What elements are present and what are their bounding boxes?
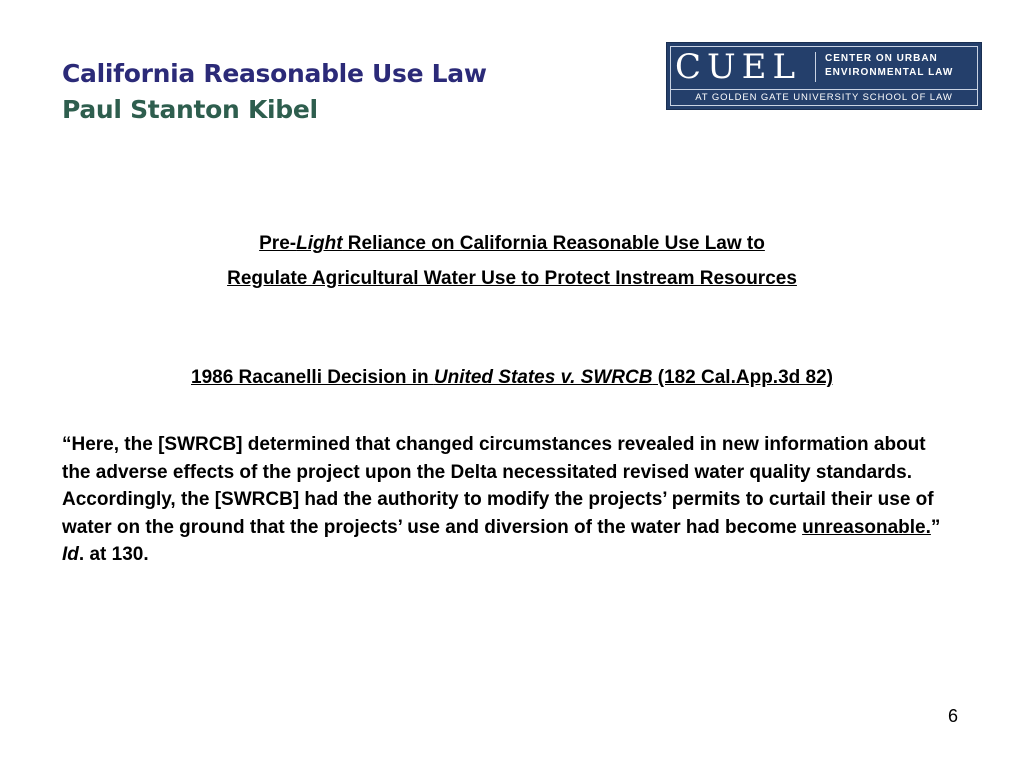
- logo-divider: [815, 52, 816, 82]
- case-citation: (182 Cal.App.3d 82): [652, 367, 833, 388]
- case-prefix: 1986 Racanelli Decision in: [191, 367, 434, 388]
- logo-org-name: [825, 52, 953, 80]
- section-heading-line2: Regulate Agricultural Water Use to Protect Instream Resources: [227, 268, 797, 289]
- quote-close: ”: [930, 516, 941, 538]
- cuel-logo: [666, 42, 982, 110]
- heading-rest: Reliance on California Reasonable Use Law to: [342, 233, 765, 254]
- logo-mark: CUEL: [675, 47, 802, 87]
- section-heading-line1: [0, 233, 1024, 255]
- quote-text: “Here, the [SWRCB] determined that changed circumstances revealed in new information about the adverse effects of the project upon the Delta necessitated revised water quality standards. Accordingly, the [SWRCB] had the authority to modify the projects’ permits to curtail their use of water on the ground that the projects’ use and diversion of the water had become: [62, 434, 934, 538]
- logo-org-line2: ENVIRONMENTAL LAW: [825, 67, 954, 78]
- id-reference: Id: [62, 544, 79, 565]
- case-quote: [62, 431, 942, 569]
- slide-title: California Reasonable Use Law: [62, 59, 487, 88]
- logo-org-line1: CENTER ON URBAN: [825, 53, 938, 64]
- case-heading: [0, 367, 1024, 389]
- pincite: . at 130.: [78, 544, 149, 565]
- quote-underlined-word: unreasonable.: [802, 516, 931, 538]
- heading-italic: Light: [296, 233, 343, 254]
- heading-prefix: Pre-: [259, 233, 297, 254]
- title-block: [62, 56, 487, 128]
- logo-affiliation: AT GOLDEN GATE UNIVERSITY SCHOOL OF LAW: [670, 89, 978, 106]
- case-name: United States v. SWRCB: [433, 367, 653, 388]
- author-name: Paul Stanton Kibel: [62, 95, 318, 124]
- page-number: 6: [948, 706, 959, 726]
